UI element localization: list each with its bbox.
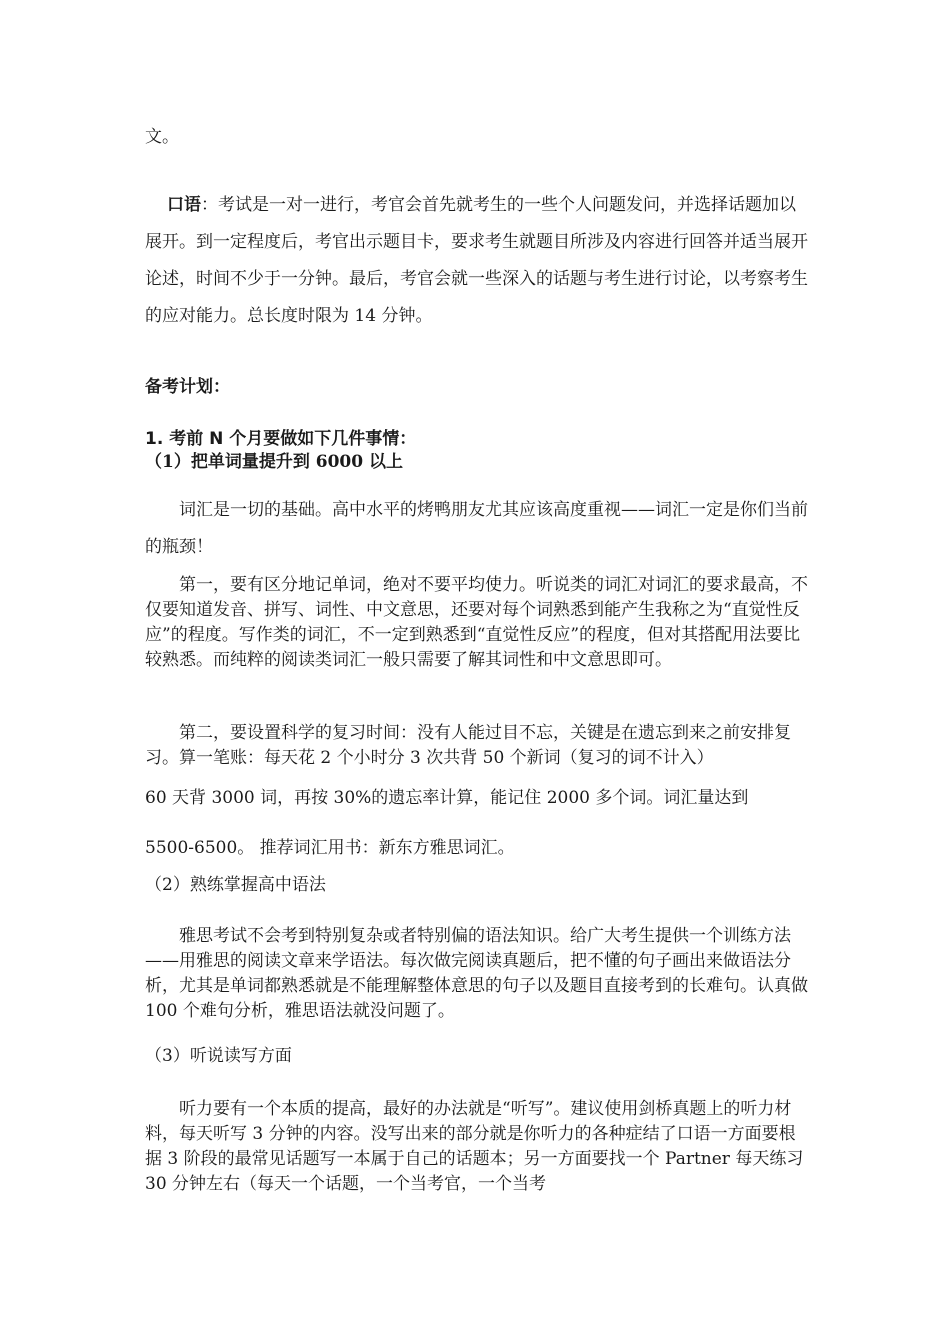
item1-paragraph-1: 词汇是一切的基础。高中水平的烤鸭朋友尤其应该高度重视——词汇一定是你们当前的瓶颈！ [145,500,808,557]
plan-heading: 备考计划： [145,377,230,397]
item3-paragraph-1: 听力要有一个本质的提高，最好的办法就是“听写”。建议使用剑桥真题上的听力材料，每天听写 3 分钟的内容。没写出来的部分就是你听力的各种症结了口语一方面要根据 3 阶段的最常见话题写一本属于自己的话题本；另一方面要找一个 Partner 每天练习 30 分钟左右（每天一个话题，一个当考官，一个当考 [145,1099,804,1194]
item1-title [145,450,811,475]
item3-title: （3）听说读写方面 [145,1046,292,1066]
item2-title: （2）熟练掌握高中语法 [145,875,326,895]
speaking-text: ：考试是一对一进行，考官会首先就考生的一些个人问题发问，并选择话题加以展开。到一定程度后，考官出示题目卡，要求考生就题目所涉及内容进行回答并适当展开论述，时间不少于一分钟。最后，考官会就一些深入的话题与考生进行讨论，以考察考生的应对能力。总长度时限为 14 分钟。 [145,195,808,326]
item1-title-text: （1）把单词量提升到 6000 以上 [145,452,403,472]
item2-paragraph-1: 雅思考试不会考到特别复杂或者特别偏的语法知识。给广大考生提供一个训练方法——用雅思的阅读文章来学语法。每次做完阅读真题后，把不懂的句子画出来做语法分析，尤其是单词都熟悉就是不能理解整体意思的句子以及题目直接考到的长难句。认真做 100 个难句分析，雅思语法就没问题了。 [145,926,808,1021]
speaking-paragraph [145,187,811,335]
item1-paragraph-3: 第二，要设置科学的复习时间：没有人能过目不忘，关键是在遗忘到来之前安排复习。算一笔账：每天花 2 个小时分 3 次共背 50 个新词（复习的词不计入） [145,723,791,768]
section1-heading: 1. 考前 N 个月要做如下几件事情： [145,429,417,449]
item1-paragraph-4: 60 天背 3000 词，再按 30%的遗忘率计算，能记住 2000 多个词。词汇量达到 [145,788,749,808]
item1-paragraph-2: 第一，要有区分地记单词，绝对不要平均使力。听说类的词汇对词汇的要求最高，不仅要知道发音、拼写、词性、中文意思，还要对每个词熟悉到能产生我称之为“直觉性反应”的程度。写作类的词汇，不一定到熟悉到“直觉性反应”的程度，但对其搭配用法要比较熟悉。而纯粹的阅读类词汇一般只需要了解其词性和中文意思即可。 [145,575,808,670]
speaking-label: 口语 [167,195,201,215]
intro-tail-paragraph: 文。 [145,127,179,147]
item1-paragraph-5: 5500-6500。 推荐词汇用书：新东方雅思词汇。 [145,838,515,858]
